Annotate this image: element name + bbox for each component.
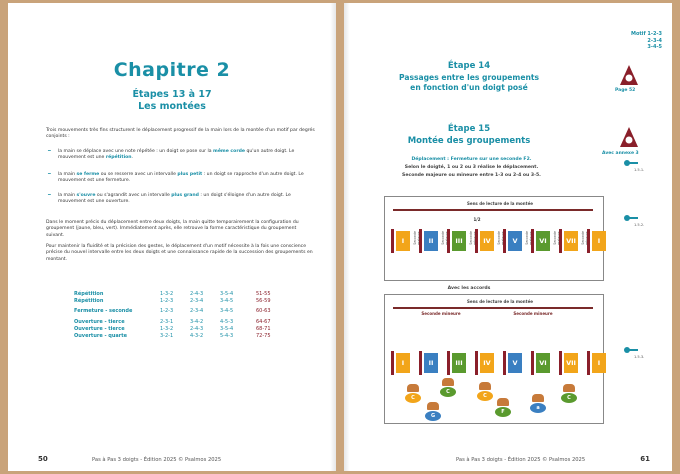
- explanation-line: Selon le doigté, 1 ou 2 ou 3 réalise le déplacement.: [404, 165, 539, 170]
- bullet-highlight: même corde: [213, 149, 245, 154]
- step14-title: Étape 14: [447, 61, 491, 71]
- annexe-label: Avec annexe 3: [602, 151, 639, 156]
- degree-block: II: [424, 353, 438, 373]
- chord-badge: F: [495, 407, 511, 417]
- page-number: 50: [38, 455, 48, 463]
- paragraph-fluidite: Pour maintenir la fluidité et la précision des gestes, le déplacement d'un motif nécessite à la fois une conscience précise du nouvel intervalle entre les deux doigts et une connaissance rapide de la succession des groupements en montant.: [46, 244, 313, 262]
- step15-subtitle: Montée des groupements: [407, 136, 531, 146]
- table-cell: 2-4-3: [190, 325, 204, 332]
- table-cell: Ouverture - quarte: [74, 332, 128, 339]
- bullet-repetition: [48, 149, 313, 161]
- table-cell: 56-59: [256, 298, 271, 305]
- table-cell: 4-5-3: [220, 318, 234, 325]
- degree-divider: [587, 229, 590, 253]
- table-cell: 2-4-3: [190, 291, 204, 297]
- table-cell: Ouverture - tierce: [74, 318, 125, 325]
- motif-line: 3-4-5: [647, 44, 662, 51]
- paragraph-groupement: Dans le moment précis du déplacement entre deux doigts, la main quitte temporairement la configuration du groupement (jaune, bleu, vert). Immédiatement après, elle retrouve la forme caractéristique du groupement suivant.: [46, 220, 299, 238]
- degree-block: I: [396, 353, 410, 373]
- bullet-text: la main: [58, 172, 77, 177]
- chord-badge: a: [530, 403, 546, 413]
- bullet-text: ou se resserre avec un intervalle: [99, 172, 178, 177]
- table-cell: Ouverture - tierce: [74, 325, 125, 332]
- table-cell: 68-71: [256, 325, 271, 332]
- table-cell: 3-5-4: [220, 291, 234, 297]
- chord-badge: C: [405, 393, 421, 403]
- hand-shape-icon: [563, 384, 575, 392]
- interval-label: Seconde: [525, 231, 529, 245]
- reading-arrow: [393, 307, 593, 309]
- step15-title: Étape 15: [447, 124, 491, 134]
- table-cell: 5-4-3: [220, 332, 234, 339]
- degree-divider: [391, 229, 394, 253]
- explanation-line: Seconde majeure ou mineure entre 1-3 ou 2-4 ou 3-5.: [402, 173, 541, 178]
- motif-box: [631, 31, 662, 51]
- bullet-marker: ━: [48, 193, 51, 198]
- table-cell: Fermeture - seconde: [74, 308, 133, 315]
- degree-block: VII: [564, 353, 578, 373]
- degree-block: I: [592, 231, 606, 251]
- degree-block: V: [508, 231, 522, 251]
- degree-divider: [559, 229, 562, 253]
- degree-divider: [531, 229, 534, 253]
- degree-divider: [587, 351, 590, 375]
- motif-line: 2-3-4: [647, 37, 662, 44]
- hand-triangle-icon: [620, 65, 638, 87]
- hand-shape-icon: [407, 384, 419, 392]
- hand-shape-icon: [532, 394, 544, 402]
- hand-shape-icon: [497, 398, 509, 406]
- table-cell: 3-4-5: [220, 308, 234, 315]
- second-minor-label: Seconde mineure: [513, 311, 553, 316]
- degree-block: III: [452, 231, 466, 251]
- direction-text: Déplacement : Fermeture sur une seconde F2.: [411, 157, 532, 162]
- key-icon[interactable]: [624, 215, 638, 221]
- motif-title: Motif 1-2-3: [630, 31, 662, 37]
- degree-block: IV: [480, 231, 494, 251]
- topic-title: Les montées: [138, 101, 206, 112]
- bullet-text: ou s'agrandit avec un intervalle: [95, 193, 172, 198]
- degree-divider: [503, 229, 506, 253]
- page-footer: Pas à Pas 3 doigts - Édition 2025 © Psalmos 2025: [92, 457, 222, 463]
- half-step-label: 1/2: [473, 217, 481, 222]
- interval-label: Seconde: [413, 231, 417, 245]
- table-cell: 2-3-1: [160, 318, 174, 325]
- chord-badge: G: [425, 411, 441, 421]
- hand-shape-icon: [427, 402, 439, 410]
- bullet-text: : un doigt s'éloigne d'un autre doigt. Le mouvement est une ouverture.: [58, 193, 291, 205]
- table-cell: 3-4-5: [220, 298, 234, 305]
- bullet-text: la main se déplace avec une note répétée : un doigt se pose sur la: [58, 149, 214, 154]
- bullet-highlight: plus petit: [177, 172, 203, 177]
- degree-divider: [531, 351, 534, 375]
- interval-label: Seconde: [441, 231, 445, 245]
- bullet-highlight: s'ouvre: [76, 193, 96, 198]
- diagram-title: Sens de lecture de la montée: [466, 201, 533, 206]
- table-cell: 2-3-4: [190, 298, 204, 305]
- bullet-highlight: se ferme: [76, 172, 100, 177]
- degree-divider: [419, 351, 422, 375]
- table-cell: 1-2-3: [160, 298, 174, 305]
- key-label: 1.5.2.: [634, 223, 645, 227]
- interval-label: Seconde: [469, 231, 473, 245]
- table-cell: 64-67: [256, 318, 271, 325]
- interval-label: Seconde: [553, 231, 557, 245]
- key-icon[interactable]: [624, 347, 638, 353]
- hand-triangle-icon: [620, 127, 638, 149]
- key-icon[interactable]: [624, 160, 638, 166]
- degree-divider: [391, 351, 394, 375]
- steps-title: Étapes 13 à 17: [132, 89, 212, 100]
- bullet-text: la main: [58, 193, 77, 198]
- page-ref: Page 52: [615, 88, 636, 93]
- bullet-marker: ━: [48, 172, 51, 177]
- chapter-title: Chapitre 2: [113, 59, 231, 81]
- table-cell: 1-3-2: [160, 291, 174, 297]
- step14-subtitle: en fonction d'un doigt posé: [410, 83, 528, 92]
- chord-badge: C: [561, 393, 577, 403]
- bullet-fermeture: [48, 172, 313, 184]
- degree-diagram: [384, 196, 604, 281]
- bullet-highlight: répétition: [105, 155, 132, 161]
- degree-divider: [447, 229, 450, 253]
- table-cell: 2-3-4: [190, 308, 204, 315]
- key-label: 1.5.1.: [634, 168, 645, 172]
- bullet-highlight: plus grand: [171, 193, 199, 198]
- degree-block: V: [508, 353, 522, 373]
- step14-subtitle: Passages entre les groupements: [398, 73, 540, 82]
- interval-label: Seconde: [581, 231, 585, 245]
- table-cell: 1-2-3: [160, 308, 174, 315]
- degree-block: IV: [480, 353, 494, 373]
- table-cell: 1-3-2: [160, 325, 174, 332]
- left-page: [8, 3, 336, 471]
- degree-block: I: [592, 353, 606, 373]
- bullet-text: qu'un autre doigt. Le mouvement est une: [58, 149, 295, 161]
- right-page: [344, 3, 672, 471]
- table-cell: 60-63: [256, 308, 271, 315]
- page-footer: Pas à Pas 3 doigts - Édition 2025 © Psalmos 2025: [456, 457, 586, 463]
- degree-divider: [475, 229, 478, 253]
- degree-block: III: [452, 353, 466, 373]
- table-cell: 3-5-4: [220, 325, 234, 332]
- hand-shape-icon: [479, 382, 491, 390]
- table-cell: 72-75: [256, 332, 271, 339]
- degree-divider: [447, 351, 450, 375]
- table-cell: 51-55: [256, 291, 271, 297]
- chords-heading: Avec les accords: [447, 286, 491, 291]
- table-cell: 3-2-1: [160, 332, 174, 339]
- chords-diagram: [384, 294, 604, 424]
- hand-shape-icon: [442, 378, 454, 386]
- bullet-ouverture: [48, 193, 313, 205]
- bullet-text: : un doigt se rapproche d'un autre doigt. Le mouvement est une fermeture.: [58, 172, 304, 184]
- bullet-marker: ━: [48, 149, 51, 154]
- degree-block: I: [396, 231, 410, 251]
- chord-badge: C: [440, 387, 456, 397]
- degree-block: II: [424, 231, 438, 251]
- table-cell: Répétition: [74, 291, 104, 297]
- degree-block: VI: [536, 231, 550, 251]
- second-minor-label: Seconde mineure: [421, 311, 461, 316]
- table-cell: Répétition: [74, 298, 104, 305]
- chord-badge: C: [477, 391, 493, 401]
- interval-label: Seconde: [497, 231, 501, 245]
- intro-paragraph: Trois mouvements très fins structurent le déplacement progressif de la main lors de la montée d'un motif par degrés conjoints :: [46, 128, 315, 140]
- page-number: 61: [640, 455, 650, 463]
- key-label: 1.5.3.: [634, 355, 645, 359]
- table-cell: 4-3-2: [190, 332, 204, 339]
- reading-arrow: [393, 209, 593, 211]
- degree-divider: [419, 229, 422, 253]
- degree-divider: [475, 351, 478, 375]
- bullet-text: .: [131, 155, 134, 161]
- diagram-title: Sens de lecture de la montée: [466, 299, 533, 304]
- degree-block: VII: [564, 231, 578, 251]
- degree-block: VI: [536, 353, 550, 373]
- degree-divider: [559, 351, 562, 375]
- degree-divider: [503, 351, 506, 375]
- table-cell: 3-4-2: [190, 318, 204, 325]
